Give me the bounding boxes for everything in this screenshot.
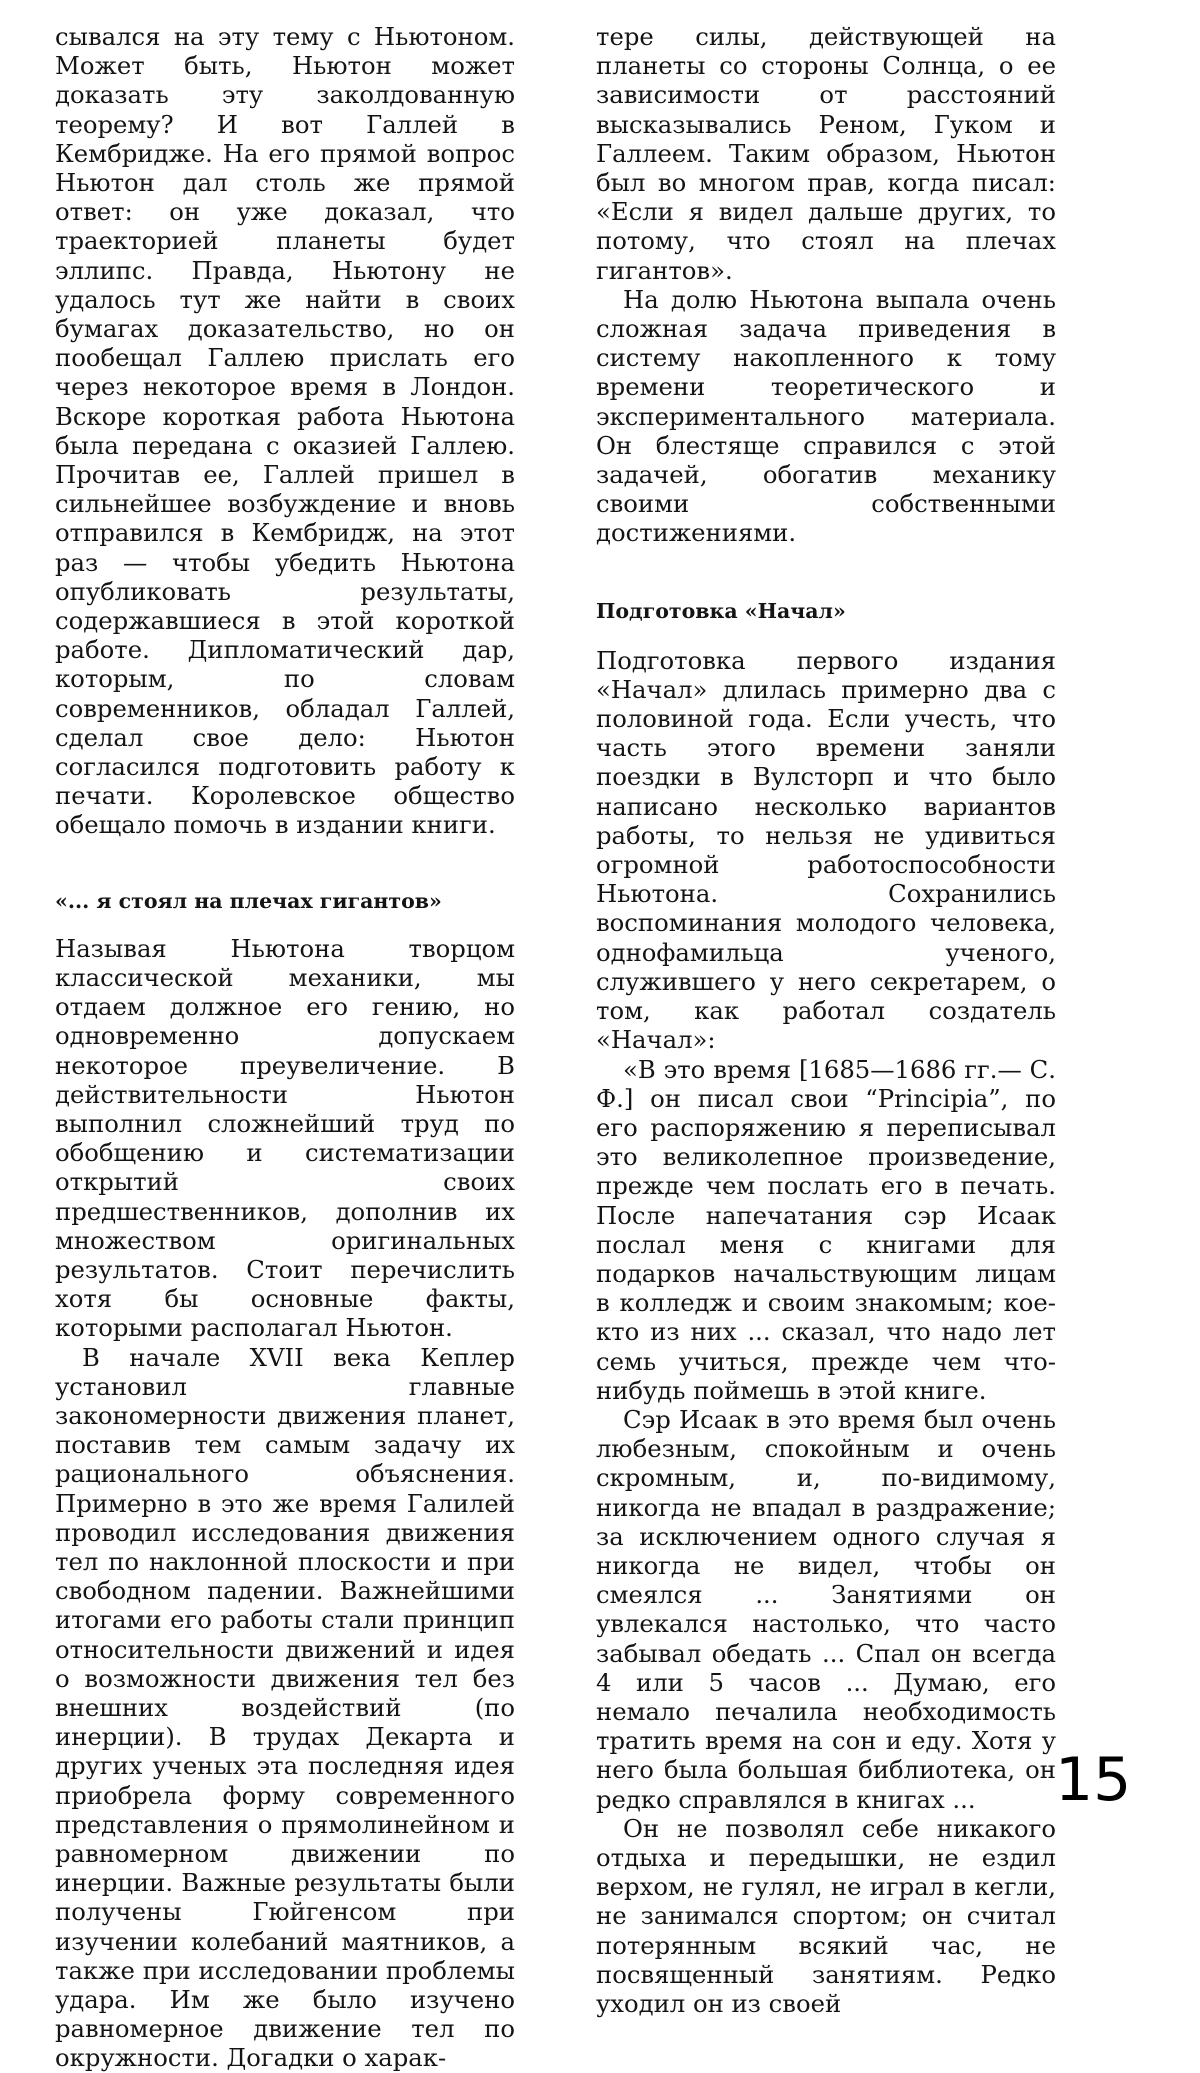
body-paragraph: На долю Ньютона выпала очень сложная задача приведения в систему накопленного к тому времени теоретического и экспериментального материала. Он блестяще справился с этой задачей, обогатив механику своими собственными достижениями.: [596, 284, 1056, 548]
body-paragraph: Подготовка первого издания «Начал» длилась примерно два с половиной года. Если учесть, что часть этого времени заняли поездки в Вулсторп и что было написано несколько вариантов работы, то нельзя не удивиться огромной работоспособности Ньютона. Сохранились воспоминания молодого человека, однофамильца ученого, служившего у него секретарем, о том, как работал создатель «Начал»:: [596, 645, 1056, 1055]
body-paragraph: Называя Ньютона творцом классической механики, мы отдаем должное его гению, но одновременно допускаем некоторое преувеличение. В действительности Ньютон выполнил сложнейший труд по обобщению и систематизации открытий своих предшественников, дополнив их множеством оригинальных результатов. Стоит перечислить хотя бы основные факты, которыми располагал Ньютон.: [55, 933, 515, 1343]
body-paragraph: тере силы, действующей на планеты со стороны Солнца, о ее зависимости от расстояний высказывались Реном, Гуком и Галлеем. Таким образом, Ньютон был во многом прав, когда писал: «Если я видел дальше других, то потому, что стоял на плечах гигантов».: [596, 22, 1056, 285]
body-paragraph: сывался на эту тему с Ньютоном. Может быть, Ньютон может доказать эту заколдованную теорему? И вот Галлей в Кембридже. На его прямой вопрос Ньютон дал столь же прямой ответ: он уже доказал, что траекторией планеты будет эллипс. Правда, Ньютону не удалось тут же найти в своих бумагах доказательство, но он пообещал Галлею прислать его через некоторое время в Лондон. Вскоре короткая работа Ньютона была передана с оказией Галлею. Прочитав ее, Галлей пришел в сильнейшее возбуждение и вновь отправился в Кембридж, на этот раз — чтобы убедить Ньютона опубликовать результаты, содержавшиеся в этой короткой работе. Дипломатический дар, которым, по словам современников, обладал Галлей, сделал свое дело: Ньютон согласился подготовить работу к печати. Королевское общество обещало помочь в издании книги.: [55, 22, 515, 840]
section-heading: Подготовка «Начал»: [596, 598, 846, 623]
page-number: 15: [1055, 1745, 1132, 1815]
section-heading: «... я стоял на плечах гигантов»: [55, 888, 442, 913]
left-column: [55, 22, 515, 2073]
quote-paragraph: «В это время [1685—1686 гг.— С. Ф.] он писал свои “Principia”, по его распоряжению я переписывал это великолепное произведение, прежде чем послать его в печать. После напечатания сэр Исаак послал меня с книгами для подарков начальствующим лицам в колледж и своим знакомым; кое-кто из них ... сказал, что надо лет семь учиться, прежде чем что-нибудь поймешь в этой книге.: [596, 1054, 1056, 1405]
right-column: [596, 22, 1056, 2018]
quote-paragraph: Сэр Исаак в это время был очень любезным, спокойным и очень скромным, и, по-видимому, никогда не впадал в раздражение; за исключением одного случая я никогда не видел, чтобы он смеялся ... Занятиями он увлекался настолько, что часто забывал обедать ... Спал он всегда 4 или 5 часов ... Думаю, его немало печалила необходимость тратить время на сон и еду. Хотя у него была большая библиотека, он редко справлялся в книгах ...: [596, 1404, 1056, 1814]
quote-paragraph: Он не позволял себе никакого отдыха и передышки, не ездил верхом, не гулял, не играл в кегли, не занимался спортом; он считал потерянным всякий час, не посвященный занятиям. Редко уходил он из своей: [596, 1813, 1056, 2018]
body-paragraph: В начале XVII века Кеплер установил главные закономерности движения планет, поставив тем самым задачу их рационального объяснения. Примерно в это же время Галилей проводил исследования движения тел по наклонной плоскости и при свободном падении. Важнейшими итогами его работы стали принцип относительности движений и идея о возможности движения тел без внешних воздействий (по инерции). В трудах Декарта и других ученых эта последняя идея приобрела форму современного представления о прямолинейном и равномерном движении по инерции. Важные результаты были получены Гюйгенсом при изучении колебаний маятников, а также при исследовании проблемы удара. Им же было изучено равномерное движение тел по окружности. Догадки о харак-: [55, 1342, 515, 2073]
